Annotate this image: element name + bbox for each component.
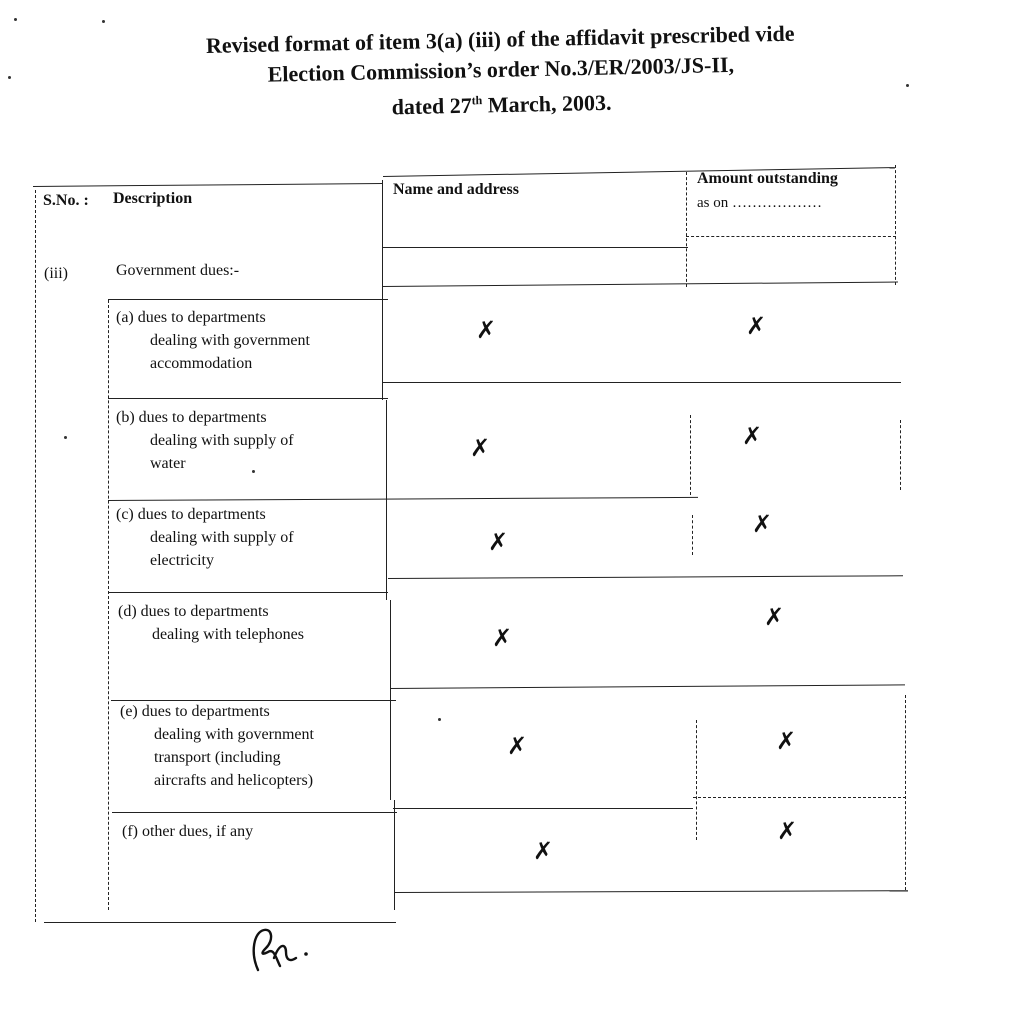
name-column-left-border bbox=[386, 400, 387, 600]
scan-speck bbox=[64, 436, 67, 439]
title-line-1: Revised format of item 3(a) (iii) of the affidavit prescribed vide bbox=[205, 20, 795, 58]
scan-speck bbox=[14, 18, 17, 21]
row-c-amount-cross-mark: ✗ bbox=[752, 510, 773, 538]
scan-speck bbox=[102, 20, 105, 23]
header-divider-amount bbox=[686, 236, 896, 237]
row-f-name-cross-mark: ✗ bbox=[533, 837, 554, 865]
row-b-name-cross-mark: ✗ bbox=[470, 434, 491, 462]
row-c-description: (c) dues to departments dealing with supply of electricity bbox=[116, 506, 294, 569]
row-d-description: (d) dues to departments dealing with telephones bbox=[118, 603, 304, 643]
row-e-name-cross-mark: ✗ bbox=[507, 732, 528, 760]
header-amount-outstanding: Amount outstanding bbox=[697, 170, 838, 187]
row-divider bbox=[388, 575, 903, 579]
row-e-amount-cross-mark: ✗ bbox=[776, 727, 797, 755]
scan-speck bbox=[438, 718, 441, 721]
row-divider bbox=[108, 592, 388, 593]
name-column-left-border bbox=[390, 600, 391, 800]
table-top-border bbox=[33, 183, 383, 187]
row-divider bbox=[383, 382, 901, 383]
row-divider bbox=[383, 282, 898, 287]
header-as-on: as on ……………… bbox=[697, 195, 822, 211]
header-description: Description bbox=[113, 190, 193, 207]
table-bottom-border bbox=[44, 922, 396, 923]
header-divider bbox=[383, 247, 688, 248]
document-title bbox=[60, 16, 942, 130]
row-divider bbox=[108, 497, 698, 501]
row-b-description: (b) dues to departments dealing with supply of water bbox=[116, 409, 294, 472]
table-right-border bbox=[895, 165, 896, 285]
row-divider bbox=[112, 812, 397, 813]
row-divider bbox=[390, 684, 905, 689]
row-f-description: (f) other dues, if any bbox=[122, 823, 254, 840]
row-divider bbox=[693, 797, 906, 798]
title-line-3: dated 27th March, 2003. bbox=[391, 89, 612, 120]
handwritten-signature-icon bbox=[240, 922, 320, 978]
section-sno: (iii) bbox=[44, 265, 68, 282]
title-line-2: Election Commission’s order No.3/ER/2003/JS-II, bbox=[267, 51, 735, 87]
row-divider bbox=[395, 890, 908, 893]
scan-speck bbox=[906, 84, 909, 87]
scan-speck bbox=[252, 470, 255, 473]
row-b-amount-cross-mark: ✗ bbox=[742, 422, 763, 450]
row-f-amount-cross-mark: ✗ bbox=[777, 817, 798, 845]
header-name-address: Name and address bbox=[393, 181, 519, 198]
section-label: Government dues:- bbox=[116, 262, 240, 279]
name-column-left-border bbox=[382, 180, 383, 400]
table-right-border bbox=[900, 420, 901, 490]
row-d-name-cross-mark: ✗ bbox=[492, 624, 513, 652]
amount-column-left-border bbox=[692, 515, 693, 555]
row-a-description: (a) dues to departments dealing with government accommodation bbox=[116, 309, 310, 372]
amount-column-left-border bbox=[696, 720, 697, 840]
amount-column-left-border bbox=[690, 415, 691, 495]
row-a-amount-cross-mark: ✗ bbox=[746, 312, 767, 340]
table-left-border bbox=[35, 190, 36, 922]
name-column-left-border bbox=[394, 800, 395, 910]
row-divider bbox=[108, 398, 388, 399]
table-right-border bbox=[905, 695, 906, 890]
description-column-border bbox=[108, 300, 109, 910]
row-e-description: (e) dues to departments dealing with government transport (including aircrafts and helicopters) bbox=[120, 703, 314, 789]
row-divider bbox=[393, 808, 693, 809]
amount-column-left-border bbox=[686, 172, 687, 287]
row-d-amount-cross-mark: ✗ bbox=[764, 603, 785, 631]
scan-speck bbox=[8, 76, 11, 79]
row-a-name-cross-mark: ✗ bbox=[476, 316, 497, 344]
row-c-name-cross-mark: ✗ bbox=[488, 528, 509, 556]
row-divider bbox=[108, 299, 388, 300]
header-sno: S.No. : bbox=[43, 192, 89, 209]
